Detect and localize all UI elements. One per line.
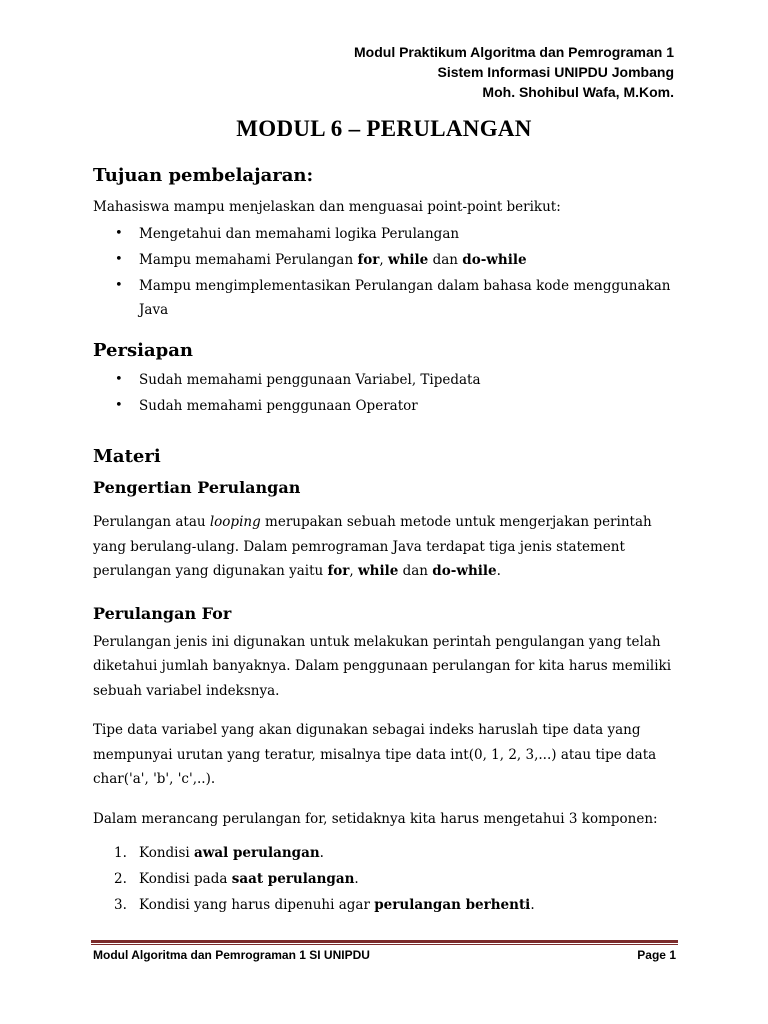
header-author: Moh. Shohibul Wafa, M.Kom. xyxy=(482,84,674,100)
bullet-icon: • xyxy=(115,225,123,241)
page-number: Page 1 xyxy=(637,948,676,962)
bullet-icon: • xyxy=(115,397,123,413)
tujuan-list xyxy=(93,222,683,323)
for-paragraph-1: Perulangan jenis ini digunakan untuk melakukan perintah pengulangan yang telah diketahui jumlah banyaknya. Dalam penggunaan perulangan for kita harus memiliki sebuah variabel indeksnya. xyxy=(93,633,672,699)
bullet-icon: • xyxy=(115,251,123,267)
for-heading: Perulangan For xyxy=(93,603,232,623)
persiapan-heading: Persiapan xyxy=(93,339,193,361)
tujuan-intro: Mahasiswa mampu menjelaskan dan menguasai point-point berikut: xyxy=(93,199,561,215)
for-paragraph-2: Tipe data variabel yang akan digunakan sebagai indeks haruslah tipe data yang mempunyai urutan yang teratur, misalnya tipe data int(0, 1, 2, 3,...) atau tipe data char('a', 'b', 'c',..). xyxy=(93,722,657,787)
pengertian-heading: Pengertian Perulangan xyxy=(93,478,301,497)
list-item: 3. Kondisi yang harus dipenuhi agar perulangan berhenti. xyxy=(114,897,535,913)
list-item: • Mampu mengimplementasikan Perulangan dalam bahasa kode menggunakan Java xyxy=(93,274,683,323)
footer-title: Modul Algoritma dan Pemrograman 1 SI UNIPDU xyxy=(93,948,370,962)
header-program: Sistem Informasi UNIPDU Jombang xyxy=(437,64,674,80)
footer-divider-thin xyxy=(91,944,678,945)
footer-divider xyxy=(91,940,678,943)
for-paragraph-3: Dalam merancang perulangan for, setidaknya kita harus mengetahui 3 komponen: xyxy=(93,810,658,827)
list-item: • Sudah memahami penggunaan Variabel, Tipedata xyxy=(93,368,683,393)
page-header xyxy=(354,42,674,102)
list-item: 2. Kondisi pada saat perulangan. xyxy=(114,871,359,887)
komponen-list xyxy=(93,841,683,918)
list-item: 1. Kondisi awal perulangan. xyxy=(114,845,324,861)
bullet-icon: • xyxy=(115,277,123,293)
list-item: • Mampu memahami Perulangan for, while dan do-while xyxy=(93,248,683,273)
document-body xyxy=(93,164,683,919)
materi-heading: Materi xyxy=(93,446,161,467)
tujuan-heading: Tujuan pembelajaran: xyxy=(93,165,314,186)
module-title: MODUL 6 – PERULANGAN xyxy=(236,116,532,141)
bullet-icon: • xyxy=(115,371,123,387)
list-item: • Sudah memahami penggunaan Operator xyxy=(93,394,683,419)
header-course: Modul Praktikum Algoritma dan Pemrograman 1 xyxy=(354,44,674,60)
list-item: • Mengetahui dan memahami logika Perulangan xyxy=(93,222,683,247)
pengertian-paragraph: Perulangan atau looping merupakan sebuah metode untuk mengerjakan perintah yang berulang-ulang. Dalam pemrograman Java terdapat tiga jenis statement perulangan yang digunakan yaitu for, while dan do-while. xyxy=(93,514,652,579)
persiapan-list xyxy=(93,368,683,419)
